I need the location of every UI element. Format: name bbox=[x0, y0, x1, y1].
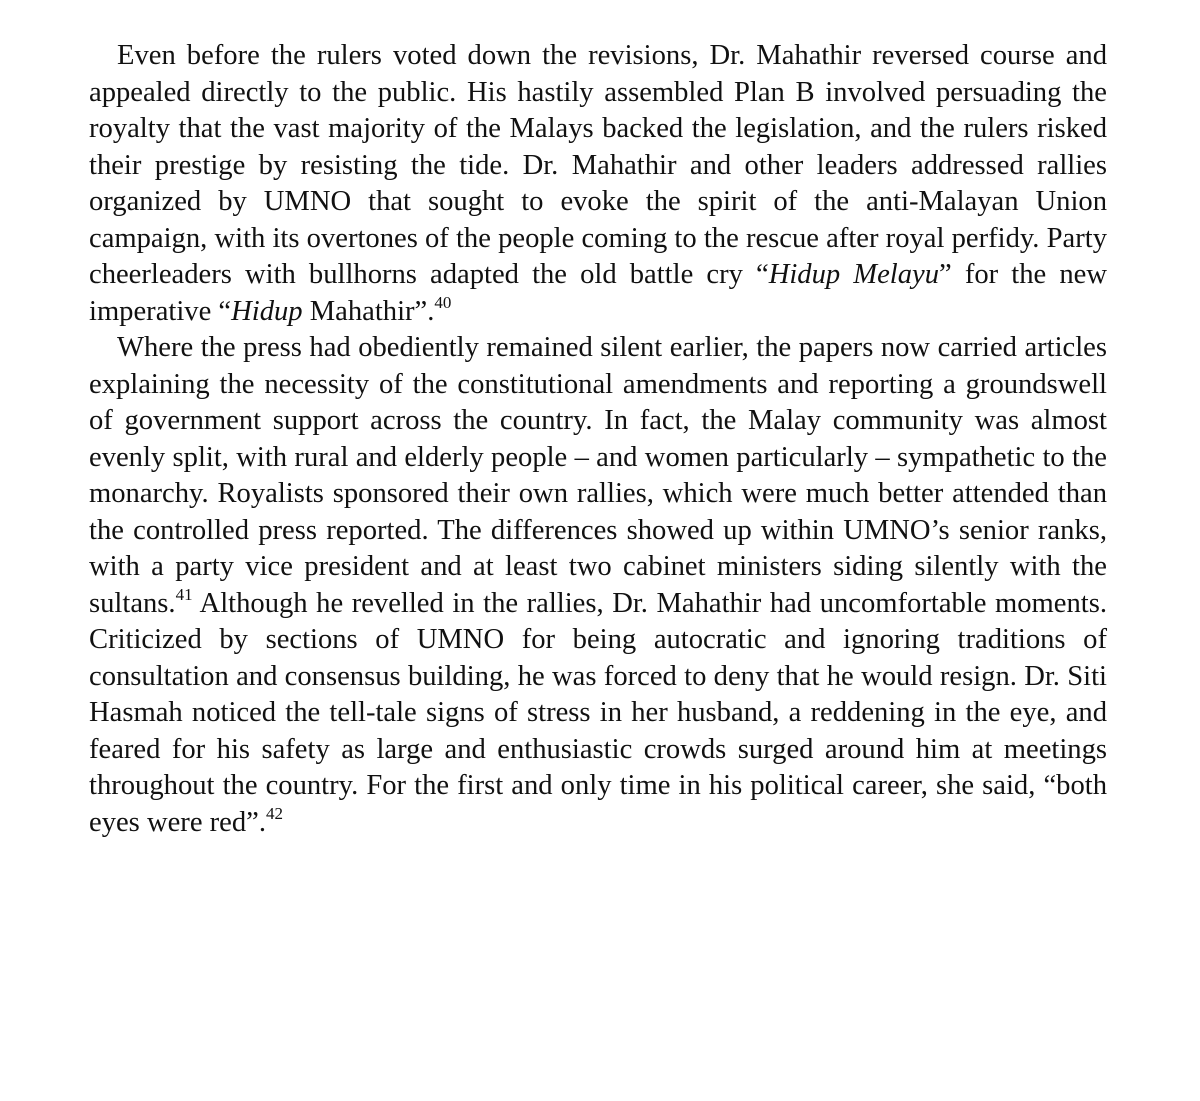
document-body bbox=[89, 38, 1107, 841]
paragraph-1 bbox=[89, 38, 1107, 330]
text-run: Although he revelled in the rallies, Dr. Mahathir had uncomfortable moments. Criticized by sections of UMNO for being autocratic and ignoring traditions of consultation and consensus building, he was forced to deny that he would resign. Dr. Siti Hasmah noticed the tell-tale signs of stress in her husband, a reddening in the eye, and feared for his safety as large and enthusiastic crowds surged around him at meetings throughout the country. For the first and only time in his political career, she said, “both eyes were red”. bbox=[89, 587, 1107, 838]
text-run: Mahathir”. bbox=[302, 295, 435, 327]
paragraph-2 bbox=[89, 330, 1107, 841]
footnote-ref-42: 42 bbox=[266, 803, 284, 823]
italic-phrase: Hidup Melayu bbox=[768, 259, 940, 290]
italic-phrase: Hidup bbox=[231, 295, 303, 327]
text-run: Where the press had obediently remained silent earlier, the papers now carried articles explaining the necessity of the constitutional amendments and reporting a groundswell of government support across the country. In fact, the Malay community was almost evenly split, with rural and elderly people – and women particularly – sympathetic to the monarchy. Royalists sponsored their own rallies, which were much better attended than the controlled press reported. The differences showed up within UMNO’s senior ranks, with a party vice president and at least two cabinet ministers siding silently with the sultans. bbox=[89, 332, 1107, 619]
footnote-ref-40: 40 bbox=[434, 292, 452, 312]
text-run: ” for the new imperative “ bbox=[89, 259, 1107, 327]
text-run: Even before the rulers voted down the revisions, Dr. Mahathir reversed course and appealed directly to the public. His hastily assembled Plan B involved persuading the royalty that the vast majority of the Malays backed the legislation, and the rulers risked their prestige by resisting the tide. Dr. Mahathir and other leaders addressed rallies organized by UMNO that sought to evoke the spirit of the anti-Malayan Union campaign, with its overtones of the people coming to the rescue after royal perfidy. Party cheerleaders with bullhorns adapted the old battle cry “ bbox=[89, 40, 1107, 290]
footnote-ref-41: 41 bbox=[175, 584, 193, 604]
